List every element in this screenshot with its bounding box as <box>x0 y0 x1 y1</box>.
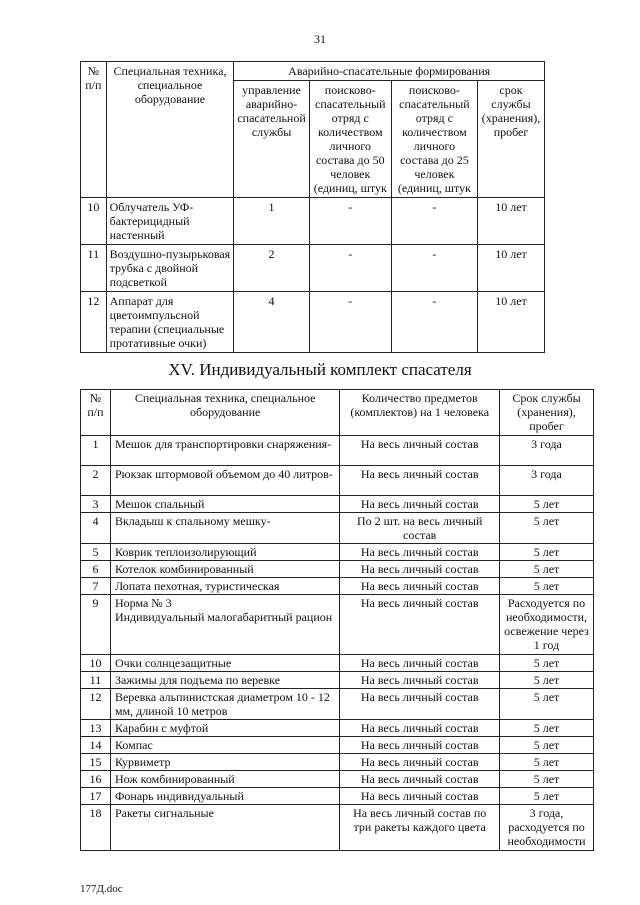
row-num: 14 <box>81 737 111 754</box>
row-name: Мешок спальный <box>110 496 339 513</box>
table-row <box>81 436 594 466</box>
row-num: 10 <box>81 655 111 672</box>
row-num: 15 <box>81 754 111 771</box>
row-term: 5 лет <box>500 689 594 720</box>
table-row <box>81 805 594 851</box>
row-num: 6 <box>81 561 111 578</box>
row-num: 9 <box>81 595 111 655</box>
row-qty: На весь личный состав <box>340 436 500 466</box>
row-num: 16 <box>81 771 111 788</box>
row-num: 5 <box>81 544 111 561</box>
header-equipment: Специальная техника, специальное оборудование <box>110 390 339 436</box>
row-qty: На весь личный состав <box>340 655 500 672</box>
row-name: Зажимы для подъема по веревке <box>110 672 339 689</box>
row-qty: На весь личный состав <box>340 754 500 771</box>
row-num: 10 <box>81 198 107 245</box>
row-value: 1 <box>234 198 309 245</box>
row-qty: На весь личный состав <box>340 466 500 496</box>
row-qty: На весь личный состав <box>340 544 500 561</box>
header-num: № п/п <box>81 62 107 198</box>
row-name: Коврик теплоизолирующий <box>110 544 339 561</box>
row-name: Карабин с муфтой <box>110 720 339 737</box>
row-value: 2 <box>234 245 309 292</box>
section-heading: XV. Индивидуальный комплект спасателя <box>168 360 472 379</box>
row-qty: На весь личный состав <box>340 788 500 805</box>
row-name: Веревка альпинистская диаметром 10 - 12 мм, длиной 10 метров <box>110 689 339 720</box>
row-value: - <box>391 292 477 353</box>
row-name: Воздушно-пузырьковая трубка с двойной подсветкой <box>106 245 234 292</box>
row-num: 12 <box>81 689 111 720</box>
header-num: № п/п <box>81 390 111 436</box>
document-filename: 177Д.doc <box>80 883 123 895</box>
table-row <box>81 771 594 788</box>
header-term: срок службы (хранения), пробег <box>478 81 545 198</box>
row-value: 4 <box>234 292 309 353</box>
table-row <box>81 595 594 655</box>
row-num: 17 <box>81 788 111 805</box>
row-name <box>110 595 339 655</box>
page-number: 31 <box>314 32 326 46</box>
table-row <box>81 466 594 496</box>
row-num: 2 <box>81 466 111 496</box>
table-row <box>81 513 594 544</box>
row-term: 10 лет <box>478 245 545 292</box>
table-row <box>81 788 594 805</box>
row-name: Аппарат для цветоимпульсной терапии (специальные протативные очки) <box>106 292 234 353</box>
row-name: Ракеты сигнальные <box>110 805 339 851</box>
row-term: 5 лет <box>500 578 594 595</box>
table-row <box>81 245 545 292</box>
ration-description: Индивидуальный малогабаритный рацион <box>114 610 333 624</box>
header-squad-50: поисково-спасательный отряд с количеством личного состава до 50 человек (единиц, штук <box>309 81 391 198</box>
row-term: 5 лет <box>500 737 594 754</box>
row-num: 11 <box>81 245 107 292</box>
row-qty: На весь личный состав по три ракеты каждого цвета <box>340 805 500 851</box>
row-qty: На весь личный состав <box>340 771 500 788</box>
header-squad-25: поисково-спасательный отряд с количеством личного состава до 25 человек (единиц, штук <box>391 81 477 198</box>
row-name: Нож комбинированный <box>110 771 339 788</box>
row-term: Расходуется по необходимости, освежение через 1 год <box>500 595 594 655</box>
row-qty: На весь личный состав <box>340 672 500 689</box>
row-name: Мешок для транспортировки снаряжения- <box>110 436 339 466</box>
row-name: Котелок комбинированный <box>110 561 339 578</box>
row-value: - <box>309 245 391 292</box>
table-row <box>81 672 594 689</box>
row-term: 5 лет <box>500 771 594 788</box>
row-num: 13 <box>81 720 111 737</box>
table-row <box>81 561 594 578</box>
row-term: 3 года <box>500 466 594 496</box>
row-term: 10 лет <box>478 292 545 353</box>
row-term: 3 года <box>500 436 594 466</box>
row-term: 5 лет <box>500 544 594 561</box>
row-qty: На весь личный состав <box>340 496 500 513</box>
row-value: - <box>309 292 391 353</box>
row-term: 5 лет <box>500 655 594 672</box>
row-term: 5 лет <box>500 788 594 805</box>
row-term: 10 лет <box>478 198 545 245</box>
row-term: 5 лет <box>500 720 594 737</box>
row-name: Фонарь индивидуальный <box>110 788 339 805</box>
row-num: 4 <box>81 513 111 544</box>
table-row <box>81 292 545 353</box>
equipment-table-1 <box>80 61 545 353</box>
row-term: 3 года, расходуется по необходимости <box>500 805 594 851</box>
table-row <box>81 655 594 672</box>
row-term: 5 лет <box>500 672 594 689</box>
table-row <box>81 754 594 771</box>
header-management: управление аварийно-спасательной службы <box>234 81 309 198</box>
row-term: 5 лет <box>500 561 594 578</box>
header-qty: Количество предметов (комплектов) на 1 человека <box>340 390 500 436</box>
row-value: - <box>391 198 477 245</box>
ration-norm: Норма № 3 <box>114 596 172 610</box>
row-num: 7 <box>81 578 111 595</box>
row-name: Облучатель УФ-бактерицидный настенный <box>106 198 234 245</box>
table-row <box>81 544 594 561</box>
row-qty: На весь личный состав <box>340 689 500 720</box>
row-num: 1 <box>81 436 111 466</box>
table-row <box>81 496 594 513</box>
row-num: 11 <box>81 672 111 689</box>
row-qty: По 2 шт. на весь личный состав <box>340 513 500 544</box>
row-qty: На весь личный состав <box>340 561 500 578</box>
row-name: Очки солнцезащитные <box>110 655 339 672</box>
row-value: - <box>391 245 477 292</box>
row-term: 5 лет <box>500 496 594 513</box>
header-term: Срок службы (хранения), пробег <box>500 390 594 436</box>
table-row <box>81 737 594 754</box>
row-qty: На весь личный состав <box>340 737 500 754</box>
table-row <box>81 689 594 720</box>
row-term: 5 лет <box>500 513 594 544</box>
row-name: Рюкзак штормовой объемом до 40 литров- <box>110 466 339 496</box>
row-qty: На весь личный состав <box>340 595 500 655</box>
row-name: Компас <box>110 737 339 754</box>
row-term: 5 лет <box>500 754 594 771</box>
table-row <box>81 198 545 245</box>
row-num: 18 <box>81 805 111 851</box>
row-name: Вкладыш к спальному мешку- <box>110 513 339 544</box>
header-group: Аварийно-спасательные формирования <box>234 62 545 81</box>
table-row <box>81 578 594 595</box>
row-num: 3 <box>81 496 111 513</box>
row-qty: На весь личный состав <box>340 578 500 595</box>
header-equipment: Специальная техника, специальное оборудование <box>106 62 234 198</box>
equipment-table-2 <box>80 389 594 851</box>
row-name: Курвиметр <box>110 754 339 771</box>
row-qty: На весь личный состав <box>340 720 500 737</box>
row-num: 12 <box>81 292 107 353</box>
row-value: - <box>309 198 391 245</box>
row-name: Лопата пехотная, туристическая <box>110 578 339 595</box>
table-row <box>81 720 594 737</box>
